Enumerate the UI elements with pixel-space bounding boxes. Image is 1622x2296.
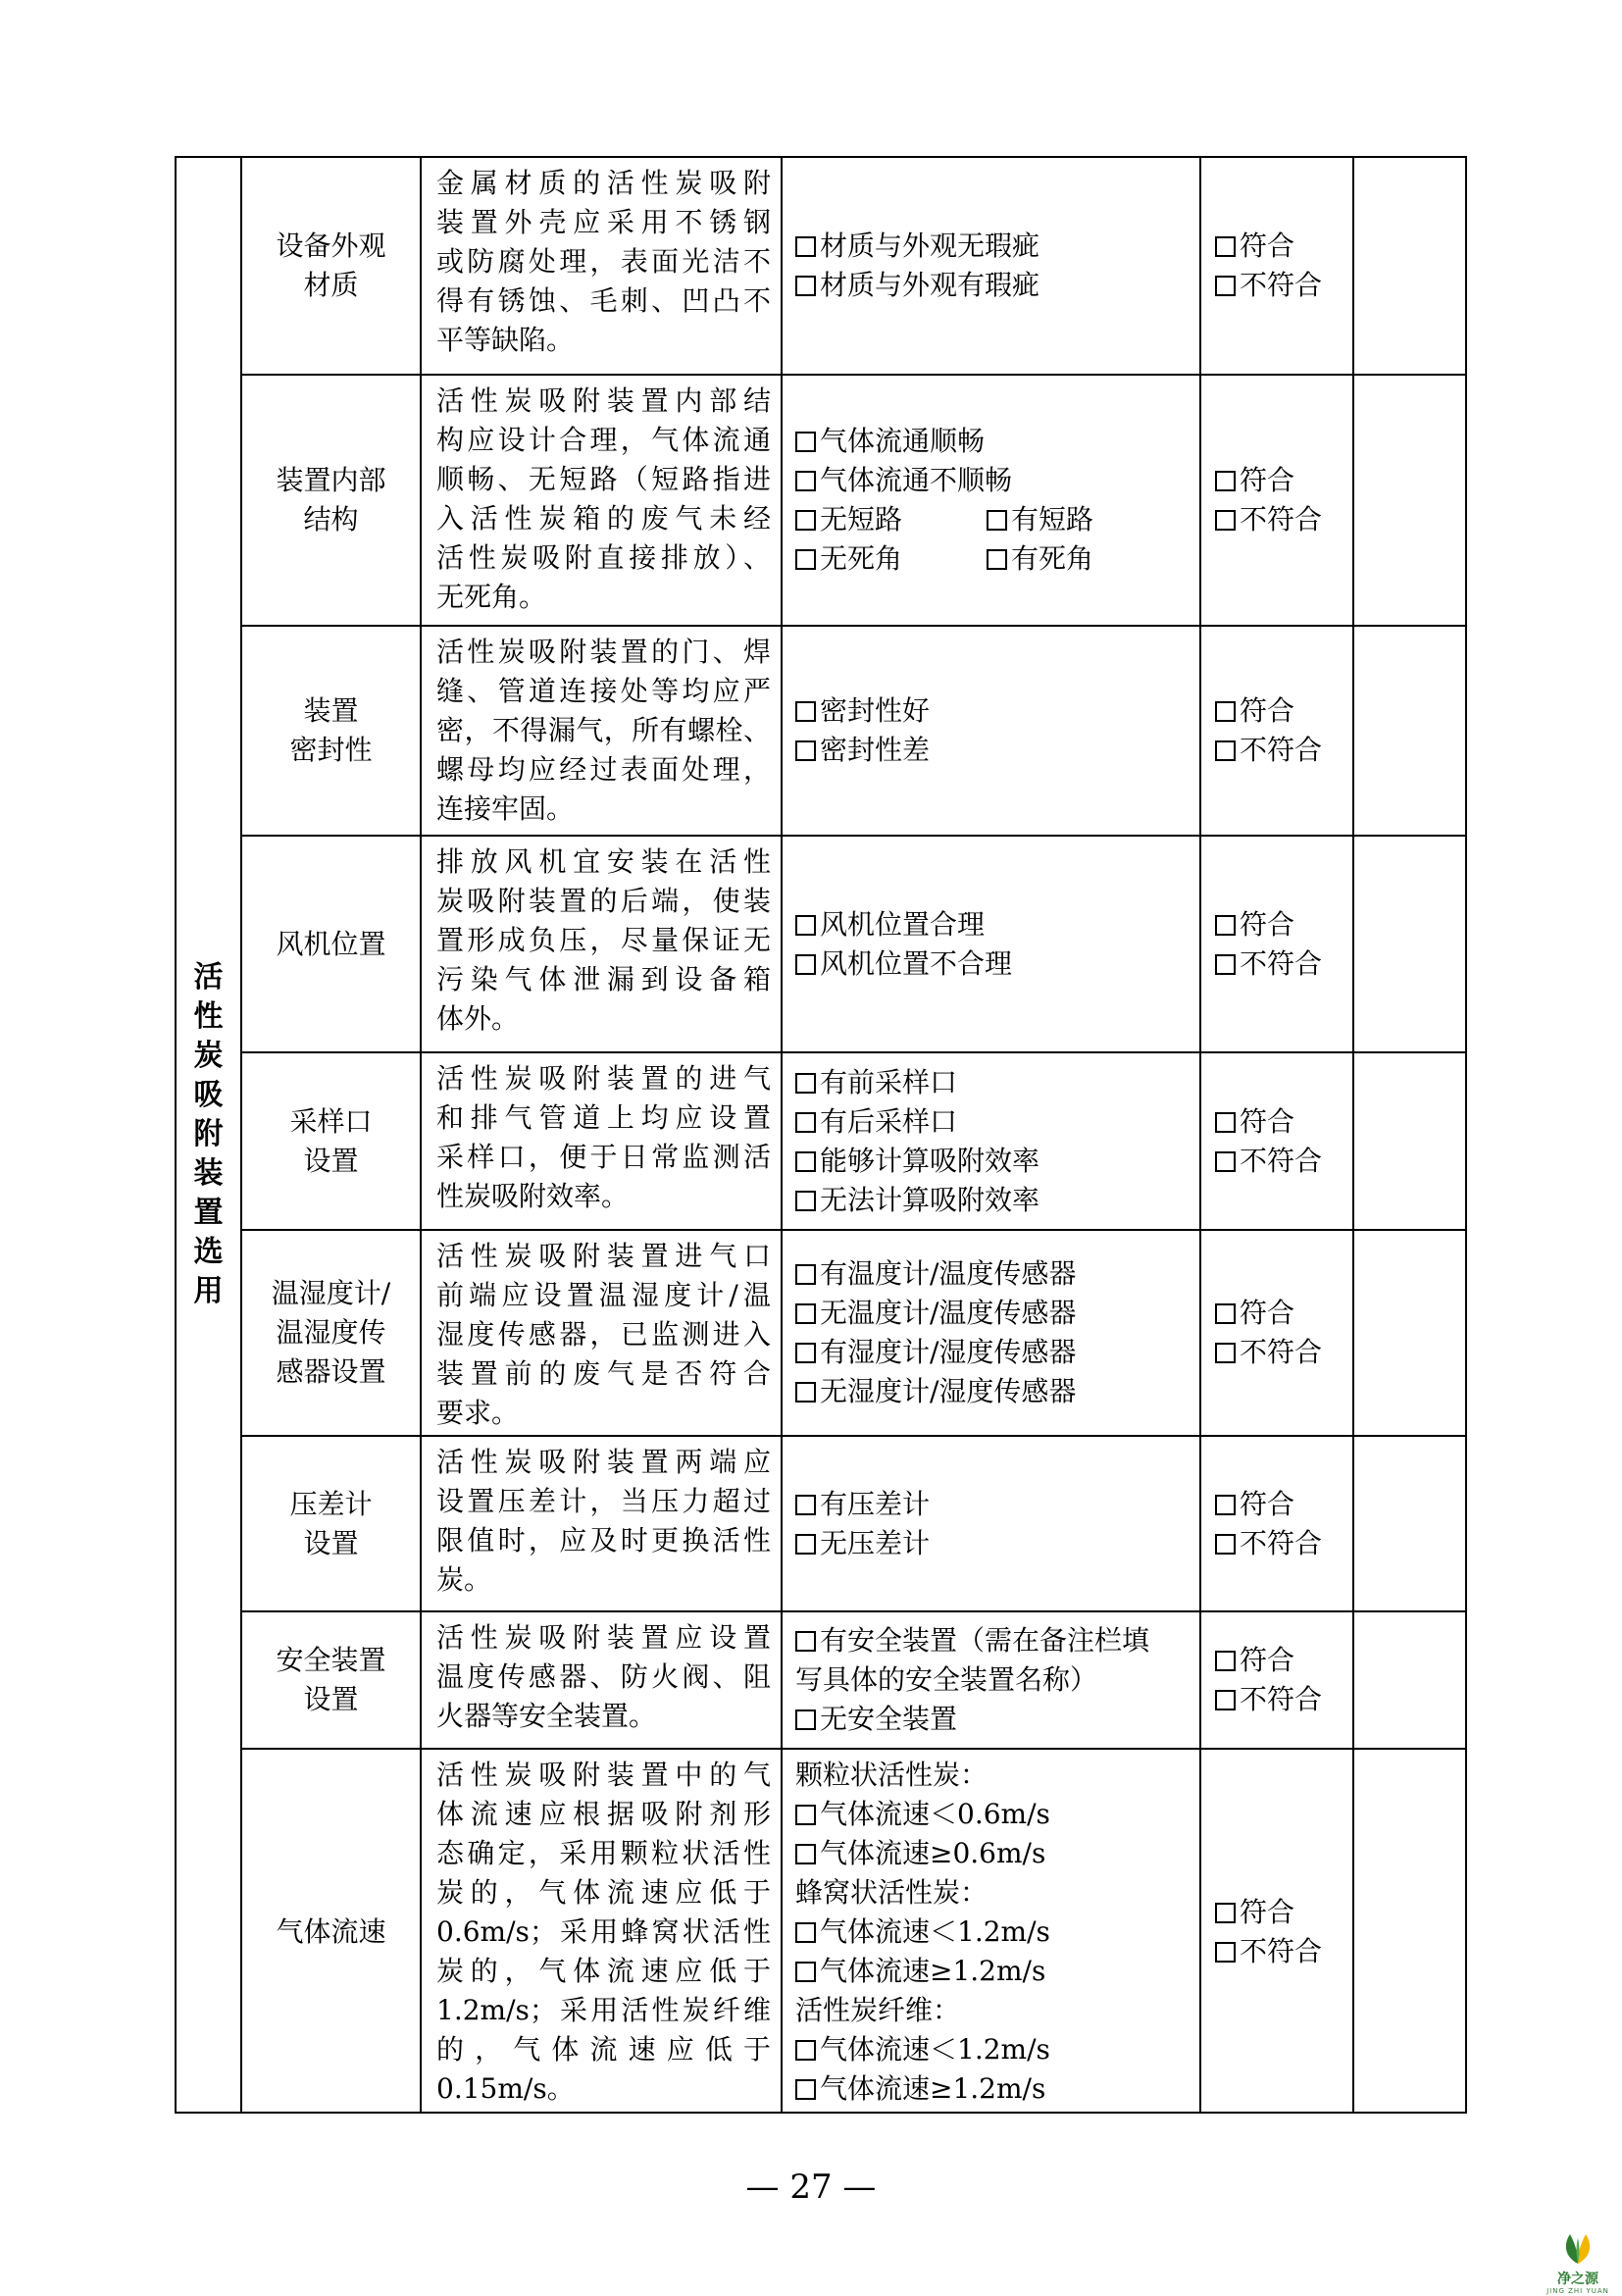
checkbox[interactable] [795,1073,816,1094]
result-cell [1201,1437,1354,1610]
option-item[interactable] [795,1795,1199,1834]
remarks-cell[interactable] [1354,158,1467,374]
requirement-cell [422,627,783,835]
option-label: 无死角 [820,542,903,575]
requirement-text: 缝、管道连接处等均应严 [436,675,771,707]
item-name-cell [242,627,422,835]
result-cell [1201,627,1354,835]
item-name-cell [242,1750,422,2114]
option-label: 无温度计/温度传感器 [820,1297,1077,1329]
result-label: 符合 [1240,1644,1295,1676]
table-row-pressure-gauge [242,1437,1467,1612]
result-label: 不符合 [1240,269,1323,301]
option-item[interactable] [795,905,1199,944]
requirement-text: 火器等安全装置。 [436,1700,657,1732]
requirement-text: 炭的，气体流速应低于 [436,1876,771,1909]
checkbox[interactable] [1215,1343,1236,1363]
requirement-text: 炭的，气体流速应低于 [436,1955,771,1987]
result-item[interactable] [1215,266,1352,305]
option-label: 无安全装置 [820,1703,958,1735]
checkbox[interactable] [795,236,816,257]
option-label: 有温度计/温度传感器 [820,1257,1077,1290]
option-item[interactable] [795,539,987,579]
result-label: 符合 [1240,464,1295,496]
option-pair [795,539,1199,579]
option-pair [795,500,1199,539]
checkbox[interactable] [795,1922,816,1943]
option-label: 密封性差 [820,734,931,766]
logo-name: 净之源 [1557,2271,1598,2287]
remarks-cell[interactable] [1354,376,1467,625]
requirement-text: 入活性炭箱的废气未经 [436,502,771,535]
checkbox[interactable] [1215,510,1236,531]
checkbox[interactable] [1215,1112,1236,1133]
requirement-cell [422,376,783,625]
option-item[interactable] [795,1524,1199,1563]
option-label: 无湿度计/湿度传感器 [820,1375,1077,1407]
table-row-internal-structure [242,376,1467,627]
requirement-text: 设置压差计，当压力超过 [436,1485,771,1517]
item-name: 装置内部 [276,464,386,496]
remarks-cell[interactable] [1354,627,1467,835]
options-cell [783,627,1201,835]
item-name-cell [242,1437,422,1610]
requirement-text: 平等缺陷。 [436,324,575,356]
option-item[interactable] [795,1333,1199,1372]
option-item[interactable] [795,266,1199,305]
option-label: 有前采样口 [820,1065,958,1098]
table-row-fan-position [242,837,1467,1053]
checkbox[interactable] [795,1844,816,1864]
option-item[interactable] [795,1621,1199,1660]
option-item[interactable] [795,422,1199,461]
option-label: 气体流速≥0.6m/s [820,1836,1046,1869]
requirement-cell [422,1053,783,1229]
table-row-thermo-hygrometer [242,1231,1467,1437]
requirement-text: 装置前的废气是否符合 [436,1357,771,1390]
result-cell [1201,837,1354,1051]
result-cell [1201,1053,1354,1229]
table-row-sealing [242,627,1467,837]
option-item[interactable] [795,1142,1199,1181]
result-cell [1201,158,1354,374]
option-continuation: 写具体的安全装置名称） [795,1663,1098,1696]
requirement-text: 金属材质的活性炭吸附 [436,167,771,199]
requirement-text: 要求。 [436,1397,520,1429]
requirement-text: 活性炭吸附装置的进气 [436,1062,771,1095]
result-item[interactable] [1215,905,1352,944]
section-label-char: 附 [193,1117,224,1151]
table-row-gas-velocity [242,1750,1467,2114]
result-item[interactable] [1215,944,1352,984]
result-label: 不符合 [1240,1526,1323,1559]
checkbox[interactable] [1215,1651,1236,1671]
result-label: 符合 [1240,907,1295,941]
requirement-text: 无死角。 [436,581,547,613]
option-label: 无压差计 [820,1526,931,1559]
item-name-cell [242,837,422,1051]
requirement-text: 0.15m/s。 [436,2072,575,2105]
checkbox[interactable] [795,1264,816,1285]
checkbox[interactable] [795,1343,816,1363]
requirement-text: 湿度传感器，已监测进入 [436,1318,771,1351]
checkbox[interactable] [795,549,816,570]
result-item[interactable] [1215,227,1352,266]
brand-logo [1544,2224,1612,2296]
item-name-cell [242,1612,422,1748]
checkbox[interactable] [795,1495,816,1515]
option-item[interactable] [795,2069,1199,2109]
checkbox[interactable] [1215,701,1236,722]
option-item[interactable] [795,227,1199,266]
checkbox[interactable] [795,432,816,452]
option-item[interactable] [795,500,987,539]
requirement-cell [422,1612,783,1748]
requirement-text: 排放风机宜安装在活性 [436,845,771,878]
requirement-text: 装置外壳应采用不锈钢 [436,206,771,238]
option-label: 风机位置不合理 [820,946,1013,980]
requirement-text: 态确定，采用颗粒状活性 [436,1837,771,1869]
requirement-text: 的，气体流速应低于 [436,2033,771,2066]
option-item[interactable] [795,1254,1199,1294]
item-name: 压差计 [289,1487,373,1520]
checkbox[interactable] [795,1709,816,1730]
result-label: 不符合 [1240,503,1323,536]
result-item[interactable] [1215,691,1352,731]
checkbox[interactable] [795,276,816,296]
option-label: 气体流速≥1.2m/s [820,2071,1046,2105]
result-item[interactable] [1215,1641,1352,1680]
result-item[interactable] [1215,461,1352,500]
requirement-text: 活性炭吸附装置两端应 [436,1446,771,1478]
option-label: 密封性好 [820,694,931,727]
requirement-cell [422,1750,783,2114]
option-label: 有短路 [1011,503,1094,536]
option-group-heading: 颗粒状活性炭： [795,1758,988,1791]
requirement-text: 限值时，应及时更换活性 [436,1524,771,1556]
result-item[interactable] [1215,1333,1352,1372]
section-label-char: 选 [193,1235,224,1269]
item-name: 采样口 [289,1104,373,1138]
checkbox[interactable] [1215,276,1236,296]
requirement-text: 0.6m/s；采用蜂窝状活性 [436,1915,771,1948]
checkbox[interactable] [795,1962,816,1982]
section-label-char: 炭 [193,1039,224,1073]
requirement-cell [422,837,783,1051]
item-name: 风机位置 [276,927,386,960]
checkbox[interactable] [1215,954,1236,975]
remarks-cell[interactable] [1354,1053,1467,1229]
checkbox[interactable] [795,701,816,722]
result-item[interactable] [1215,1893,1352,1932]
checkbox[interactable] [795,471,816,491]
requirement-text: 连接牢固。 [436,792,575,825]
requirement-text: 前端应设置温湿度计/温 [436,1279,771,1311]
item-name: 密封性 [289,734,373,766]
option-label: 气体流通不顺畅 [820,464,1013,496]
option-item[interactable] [795,1700,1199,1739]
logo-pinyin: JING ZHI YUAN [1546,2287,1609,2295]
option-item[interactable] [795,1102,1199,1142]
options-cell [783,158,1201,374]
checkbox[interactable] [1215,1942,1236,1963]
item-name: 气体流速 [276,1914,386,1948]
checkbox[interactable] [1215,1495,1236,1515]
section-label-char: 性 [193,999,224,1034]
option-label: 有湿度计/湿度传感器 [820,1336,1077,1368]
result-cell [1201,1750,1354,2114]
option-label: 能够计算吸附效率 [820,1144,1040,1177]
item-name: 设置 [303,1683,359,1715]
option-label: 气体流速＜1.2m/s [820,2032,1050,2066]
result-label: 不符合 [1240,734,1323,766]
item-name-cell [242,1231,422,1435]
checkbox[interactable] [795,2040,816,2061]
option-label: 材质与外观有瑕疵 [820,269,1040,301]
requirement-text: 炭。 [436,1563,492,1596]
requirement-text: 活性炭吸附装置中的气 [436,1759,771,1791]
option-item[interactable] [795,1834,1199,1873]
option-group-heading: 蜂窝状活性炭： [795,1875,988,1909]
option-item[interactable] [795,1181,1199,1220]
checkbox[interactable] [1215,1903,1236,1923]
checkbox[interactable] [795,1534,816,1555]
result-label: 符合 [1240,694,1295,727]
item-name: 装置 [303,694,359,727]
result-label: 不符合 [1240,1934,1323,1967]
item-name: 设备外观 [276,230,386,262]
option-label: 材质与外观无瑕疵 [820,230,1040,262]
result-label: 不符合 [1240,1336,1323,1368]
requirement-text: 螺母均应经过表面处理， [436,753,771,786]
checkbox[interactable] [987,549,1007,570]
page-number: — 27 — [745,2168,877,2207]
result-item[interactable] [1215,500,1352,539]
checkbox[interactable] [1215,1690,1236,1710]
checkbox[interactable] [1215,740,1236,761]
result-cell [1201,1231,1354,1435]
option-item[interactable] [795,1372,1199,1411]
checkbox[interactable] [795,740,816,761]
table-row-safety-device [242,1612,1467,1750]
option-label: 无短路 [820,503,903,536]
option-label: 气体流速≥1.2m/s [820,1954,1046,1987]
checkbox[interactable] [795,915,816,936]
result-label: 符合 [1240,1487,1295,1520]
result-label: 不符合 [1240,946,1323,980]
result-label: 不符合 [1240,1683,1323,1715]
requirement-text: 温度传感器、防火阀、阻 [436,1660,771,1693]
requirement-text: 活性炭吸附装置应设置 [436,1621,771,1654]
item-name: 材质 [303,269,359,301]
checkbox[interactable] [1215,1151,1236,1172]
checkbox[interactable] [795,1112,816,1133]
requirement-text: 炭吸附装置的后端，使装 [436,885,771,917]
requirement-text: 采样口，便于日常监测活 [436,1141,771,1173]
option-item[interactable] [795,944,1199,984]
requirement-text: 得有锈蚀、毛刺、凹凸不 [436,284,771,317]
checkbox[interactable] [1215,1534,1236,1555]
requirement-text: 密，不得漏气，所有螺栓、 [436,714,771,746]
requirement-text: 活性炭吸附装置内部结 [436,384,771,417]
option-group-heading: 活性炭纤维： [795,1993,961,2026]
option-label: 气体流通顺畅 [820,425,986,457]
requirement-text: 活性炭吸附直接排放）、 [436,541,771,574]
options-cell [783,1053,1201,1229]
result-item[interactable] [1215,731,1352,770]
checkbox[interactable] [795,1151,816,1172]
item-name-cell [242,1053,422,1229]
section-label-char: 活 [193,960,224,995]
requirement-text: 性炭吸附效率。 [436,1180,630,1212]
item-name-cell [242,376,422,625]
item-name-cell [242,158,422,374]
remarks-cell[interactable] [1354,837,1467,1051]
checkbox[interactable] [1215,1303,1236,1324]
section-label-char: 装 [193,1156,224,1191]
section-label [177,158,242,2112]
requirement-text: 活性炭吸附装置进气口 [436,1240,771,1272]
requirement-cell [422,158,783,374]
option-label: 气体流速＜1.2m/s [820,1914,1050,1948]
item-name: 设置 [303,1144,359,1177]
requirement-text: 或防腐处理，表面光洁不 [436,245,771,278]
requirement-text: 顺畅、无短路（短路指进 [436,463,771,495]
option-label: 有后采样口 [820,1104,958,1138]
result-item[interactable] [1215,1142,1352,1181]
requirement-cell [422,1437,783,1610]
requirement-text: 置形成负压，尽量保证无 [436,924,771,956]
result-item[interactable] [1215,1485,1352,1524]
option-item[interactable] [795,1063,1199,1102]
checkbox[interactable] [795,1191,816,1211]
leaf-logo-icon [1556,2224,1599,2268]
requirement-text: 活性炭吸附装置的门、焊 [436,636,771,668]
option-item[interactable] [795,731,1199,770]
item-name: 设置 [303,1526,359,1559]
result-item[interactable] [1215,1680,1352,1719]
options-cell [783,1437,1201,1610]
option-item[interactable] [795,1913,1199,1952]
option-item[interactable] [987,539,1093,579]
result-label: 符合 [1240,1895,1295,1928]
checkbox[interactable] [1215,236,1236,257]
requirement-cell [422,1231,783,1435]
option-label: 无法计算吸附效率 [820,1183,1040,1216]
requirement-text: 和排气管道上均应设置 [436,1101,771,1134]
option-label: 风机位置合理 [820,907,986,941]
result-item[interactable] [1215,1932,1352,1971]
checkbox[interactable] [795,510,816,531]
item-name: 温湿度传 [276,1316,386,1349]
checkbox[interactable] [795,1303,816,1324]
requirement-text: 构应设计合理，气体流通 [436,424,771,456]
options-cell [783,1750,1201,2114]
table-row-sampling-port [242,1053,1467,1231]
result-label: 符合 [1240,1104,1295,1138]
option-label: 有死角 [1011,542,1094,575]
section-label-char: 用 [193,1274,224,1308]
options-cell [783,376,1201,625]
checkbox[interactable] [987,510,1007,531]
option-label: 有安全装置（需在备注栏填 [820,1624,1150,1657]
option-label: 气体流速＜0.6m/s [820,1797,1050,1830]
requirement-text: 污染气体泄漏到设备箱 [436,963,771,995]
checkbox[interactable] [795,1382,816,1403]
result-label: 符合 [1240,1297,1295,1329]
result-cell [1201,376,1354,625]
checkbox[interactable] [795,2079,816,2100]
item-name: 结构 [303,503,359,536]
item-name: 感器设置 [276,1355,386,1388]
result-item[interactable] [1215,1294,1352,1333]
checkbox[interactable] [795,954,816,975]
result-item[interactable] [1215,1102,1352,1142]
result-label: 不符合 [1240,1144,1323,1177]
requirement-text: 体流速应根据吸附剂形 [436,1798,771,1830]
option-item[interactable] [795,1294,1199,1333]
option-item[interactable] [795,461,1199,500]
checkbox[interactable] [1215,915,1236,936]
checkbox[interactable] [795,1631,816,1652]
option-item[interactable] [795,1952,1199,1991]
requirement-text: 体外。 [436,1002,520,1035]
inspection-table [175,156,1467,2114]
option-item[interactable] [795,2030,1199,2069]
option-item[interactable] [795,1485,1199,1524]
remarks-cell[interactable] [1354,1612,1467,1748]
item-name: 安全装置 [276,1644,386,1676]
option-item[interactable] [987,500,1093,539]
options-cell [783,1612,1201,1748]
item-name: 温湿度计/ [271,1277,391,1309]
options-cell [783,1231,1201,1435]
requirement-text: 1.2m/s；采用活性炭纤维 [436,1994,771,2026]
option-item[interactable] [795,691,1199,731]
result-cell [1201,1612,1354,1748]
checkbox[interactable] [1215,471,1236,491]
checkbox[interactable] [795,1805,816,1825]
option-label: 有压差计 [820,1487,931,1520]
remarks-cell[interactable] [1354,1437,1467,1610]
remarks-cell[interactable] [1354,1750,1467,2114]
result-item[interactable] [1215,1524,1352,1563]
result-label: 符合 [1240,230,1295,262]
options-cell [783,837,1201,1051]
section-label-char: 置 [193,1196,224,1230]
section-label-char: 吸 [193,1078,224,1112]
table-row-exterior-material [242,158,1467,376]
remarks-cell[interactable] [1354,1231,1467,1435]
